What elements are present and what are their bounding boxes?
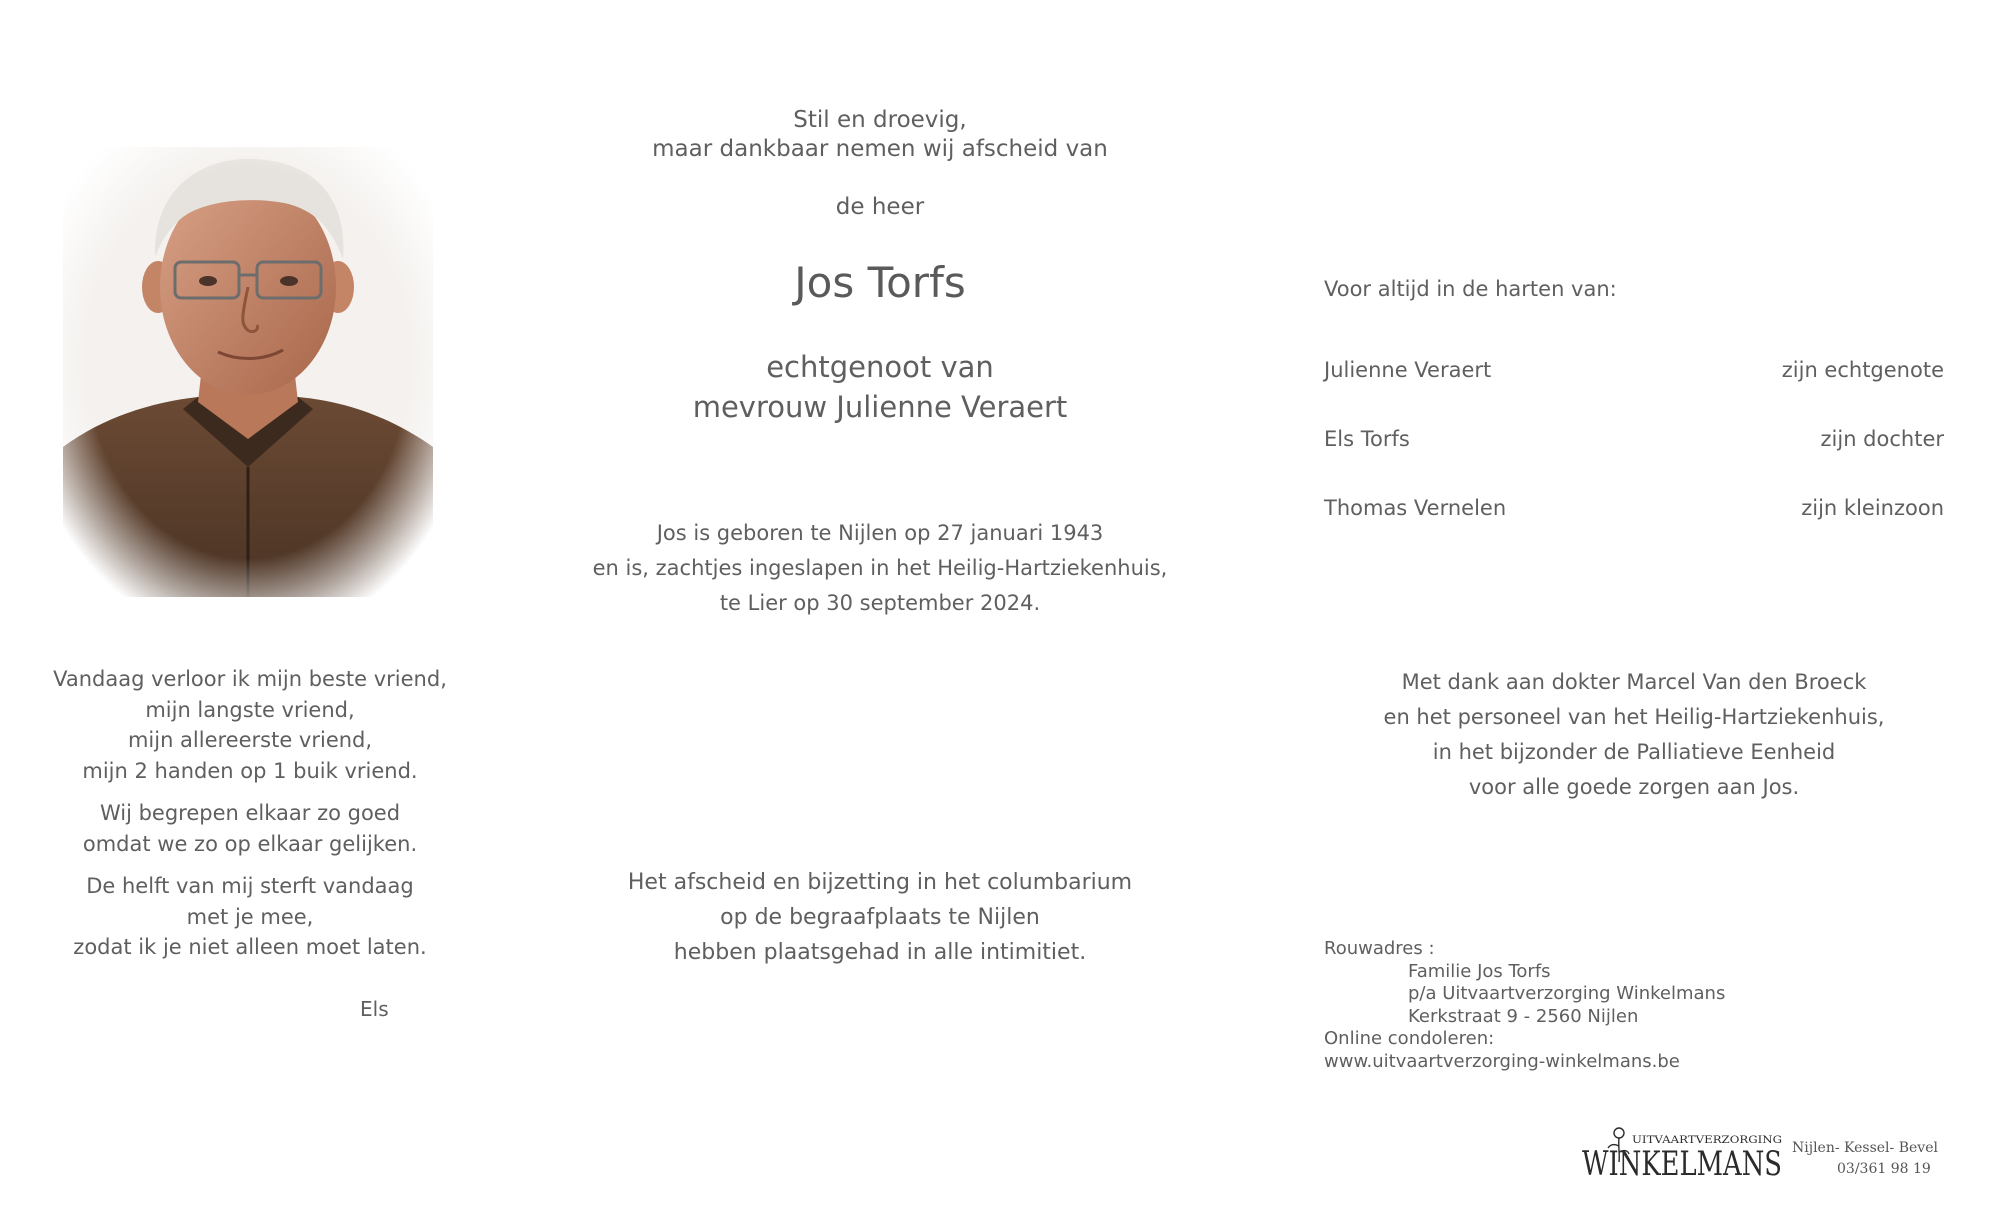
family-member-relation: zijn kleinzoon [1801,496,1944,520]
poem-line: Vandaag verloor ik mijn beste vriend, [53,667,447,691]
funeral-line-1: Het afscheid en bijzetting in het columbarium [627,870,1133,895]
spouse-block [580,347,1180,427]
poem-line: mijn allereerste vriend, [127,728,373,752]
intro-block [580,106,1180,222]
poem-stanza [40,664,460,786]
spouse-line-2: mevrouw Julienne Veraert [692,390,1068,424]
poem-line: zodat ik je niet alleen moet laten. [73,935,427,959]
poem-stanza [40,871,460,963]
birth-line-2: en is, zachtjes ingeslapen in het Heilig-Hartziekenhuis, [592,556,1168,580]
family-member-name: Els Torfs [1324,427,1410,451]
logo-brand-text: WINKELMANS [1582,1144,1782,1184]
address-label: Rouwadres : [1324,938,1435,959]
family-member-relation: zijn echtgenote [1781,358,1944,382]
birth-block [580,516,1180,621]
family-member-row [1324,355,1944,385]
family-member-name: Julienne Veraert [1324,358,1492,382]
mourning-address [1324,938,1725,1073]
address-line-2: p/a Uitvaartverzorging Winkelmans [1408,983,1726,1004]
birth-line-1: Jos is geboren te Nijlen op 27 januari 1943 [656,521,1104,545]
thanks-line-3: in het bijzonder de Palliatieve Eenheid [1432,740,1836,764]
family-heading: Voor altijd in de harten van: [1324,277,1617,301]
poem [40,664,460,975]
poem-line: Wij begrepen elkaar zo goed [99,801,401,825]
deceased-name: Jos Torfs [794,258,966,307]
funeral-home-logo [1582,1124,1938,1184]
poem-signature: Els [360,997,389,1021]
intro-title: de heer [835,194,925,220]
intro-line-2: maar dankbaar nemen wij afscheid van [652,136,1108,162]
birth-line-3: te Lier op 30 september 2024. [719,591,1041,615]
logo-top-text: UITVAARTVERZORGING [1632,1135,1783,1146]
poem-line: met je mee, [186,904,314,929]
thanks-line-4: voor alle goede zorgen aan Jos. [1468,775,1800,799]
winkelmans-logo-mark [1582,1124,1784,1184]
online-condolence-label: Online condoleren: [1324,1028,1495,1049]
family-member-row [1324,493,1944,523]
thanks-block [1324,665,1944,805]
address-line-3: Kerkstraat 9 - 2560 Nijlen [1408,1005,1639,1027]
logo-phone: 03/361 98 19 [1837,1161,1931,1177]
poem-stanza [40,798,460,859]
logo-places: Nijlen- Kessel- Bevel [1792,1140,1938,1156]
family-member-row [1324,424,1944,454]
poem-line: mijn langste vriend, [145,697,355,722]
funeral-line-2: op de begraafplaats te Nijlen [720,905,1040,930]
thanks-line-2: en het personeel van het Heilig-Hartziekenhuis, [1383,705,1885,729]
family-member-name: Thomas Vernelen [1324,496,1507,520]
thanks-line-1: Met dank aan dokter Marcel Van den Broeck [1401,670,1867,694]
poem-line: De helft van mij sterft vandaag [86,874,414,898]
funeral-line-3: hebben plaatsgehad in alle intimitiet. [673,940,1087,965]
poem-line: omdat we zo op elkaar gelijken. [82,831,418,856]
intro-line-1: Stil en droevig, [793,107,967,133]
poem-line: mijn 2 handen op 1 buik vriend. [82,758,418,783]
portrait-photo [63,147,433,597]
funeral-block [580,865,1180,970]
address-line-1: Familie Jos Torfs [1408,960,1551,982]
spouse-line-1: echtgenoot van [766,350,994,384]
family-member-relation: zijn dochter [1820,427,1944,451]
website-link[interactable]: www.uitvaartverzorging-winkelmans.be [1324,1050,1680,1072]
